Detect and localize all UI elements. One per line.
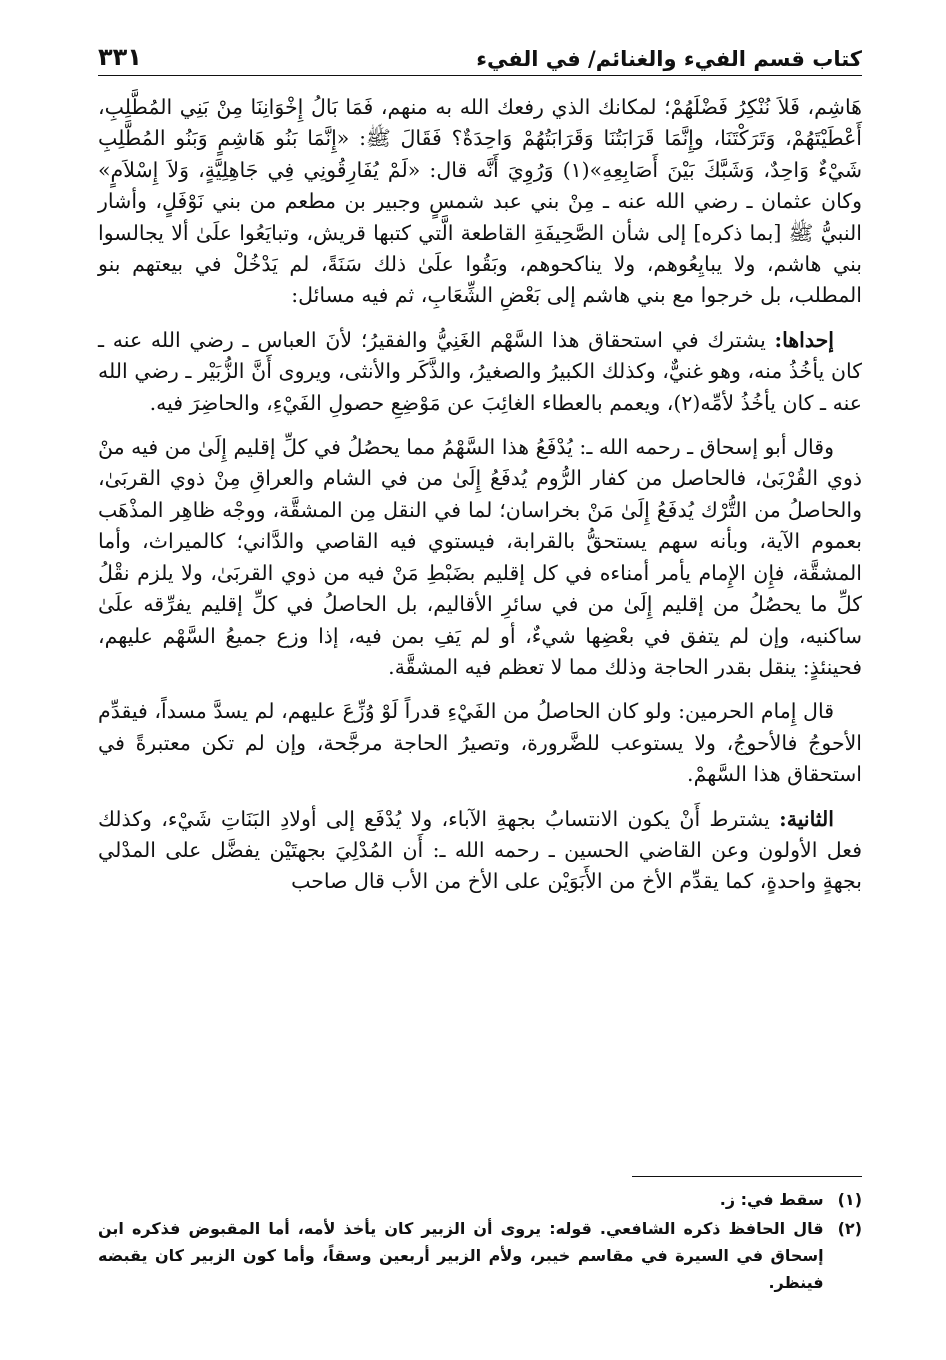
footnotes [98,1186,862,1298]
page-number: ٣٣١ [98,43,142,71]
paragraph [98,325,862,419]
paragraph [98,804,862,898]
paragraph-text: يشترك في استحقاق هذا السَّهْم الغَنِيُّ والفقيرُ؛ لأنَ العباس ـ رضي الله عنه ـ كان يأخُذُ منه، وهو غنيٌّ، وكذلك الكبيرُ والصغيرُ، والذَّكَر والأنثى، ويروى أَنَّ الزُّبَيْر ـ رضي الله عنه ـ كان يأخُذُ لأمِّه(٢)، ويعمم بالعطاء الغائِبَ عن مَوْضِعِ حصولِ الفَيْءِ، والحاضِرَ فيه. [98,327,862,415]
footnote-divider [632,1176,862,1177]
footnote-number: (١) [837,1190,862,1209]
paragraph-text: قال إِمام الحرمين: ولو كان الحاصلُ من الفَيْءِ قدراً لَوْ وُزِّعَ عليهم، لم يسدَّ مسداً، فيقدِّم الأحوجُ فالأحوجُ، ولا يستوعب للضَّرورة، وتصيرُ الحاجة مرجَّحة، وإن لم تكن معتبرةً في استحقاق هذا السَّهمْ. [98,699,862,787]
footnote-number: (٢) [837,1219,862,1238]
paragraph-text: يشترط أَنْ يكون الانتسابُ بجهةِ الآباء، ولا يُدْفَع إلى أولادِ البَنَاتِ شَيْء، وكذلك فعل الأولون وعن القاضي الحسين ـ رحمه الله ـ: أَن المُدْلِيَ بجهتَيْن يفضَّل على المدْلي بجهةٍ واحدةٍ، كما يقدِّم الأخ من الأَبَوَيْن على الأخ من الأب قال صاحب [98,806,862,894]
running-header [98,34,862,76]
paragraph-text: وقال أبو إسحاق ـ رحمه الله ـ: يُدْفَعُ هذا السَّهْمُ مما يحصُلُ في كلِّ إقليم إِلَىٰ من فيه منْ ذوي القُرْبَىٰ، فالحاصل من كفار الرُّوم يُدفَعُ إِلَىٰ من في الشام والعراقِ مِنْ ذوي القربَىٰ، والحاصلُ من التُّرْك يُدفَعُ إِلَىٰ مَنْ بخراسان؛ لما في النقل مِن المشقَّة، ووجْه ظاهِر المذْهَب بعموم الآية، وبأنه سهم يستحقُّ بالقرابة، فيستوي فيه القاصي والدَّاني؛ كالميراث، وأما المشقَّة، فإِن الإِمام يأمر أمناءه في كل إقليم بضَبْطِ مَنْ فيه من ذوي القربَىٰ، ولا يلزم نقْلُ كلِّ ما يحصُلُ من إقليم إِلَىٰ من في سائرِ الأقاليم، بل الحاصلُ في كلِّ إقليم يفرِّقه علَىٰ ساكنيه، وإن لم يتفق في بعْضِها شيءٌ، أو لم يَفِ بمن فيه، إذا وزع جميعُ السَّهْم عليهم، فحينئذٍ: ينقل بقدر الحاجة وذلك مما لا تعظم فيه المشقَّة. [98,435,862,679]
footnote-text: سقط في: ز. [719,1190,824,1209]
paragraph-text: هَاشِم، فَلاَ نُنْكِرُ فَضْلَهُمْ؛ لمكانك الذي رفعك الله به منهم، فَمَا بَالُ إِخْوَانِنَا مِنْ بَنِي المُطَّلِبِ، أَعْطَيْتَهُمْ، وَتَرَكْتَنَا، وإِنَّمَا قَرَابَتُنَا وَقَرَابَتُهُمْ وَاحِدَةٌ؟ فَقَالَ ﷺ: «إِنَّمَا بَنُو هَاشِمٍ وَبَنُو المُطَّلِبِ شَيْءٌ وَاحِدٌ، وَشَبَّكَ بَيْنَ أَصَابِعِهِ»(١) وَرُوِيَ أَنَّه قال: «لَمْ يُفَارِقُونِي فِي جَاهِلِيَّةٍ، وَلاَ إِسْلاَمٍ» وكان عثمان ـ رضي الله عنه ـ مِنْ بني عبد شمسٍ وجبير بن مطعم من بني نَوْفَلٍ، وأشار النبيُّ ﷺ [بما ذكره] إلى شأن الصَّحِيفَةِ القاطعة الَّتي كتبها قريش، وتبايَعُوا علَىٰ ألا يجالسوا بني هاشم، ولا يبايِعُوهم، ولا يناكحوهم، وبَقُوا علَىٰ ذلك سَنَةً، لم يَدْخُلْ في بيعتهم بنو المطلب، بل خرجوا مع بني هاشم إلى بَعْضِ الشِّعَابِ، ثم فيه مسائل: [98,95,862,308]
footnote-text: قال الحافظ ذكره الشافعي. قوله: يروى أن الزبير كان يأخذ لأمه، أما المقبوض فذكره ابن إسحاق في السيرة في مقاسم خيبر، ولأم الزبير أربعين وسقاً، وأما كون الزبير كان يقبضه فينظر. [98,1219,824,1292]
paragraph [98,92,862,312]
paragraph [98,432,862,683]
chapter-title: كتاب قسم الفيء والغنائم/ في الفيء [476,47,862,71]
footnote [98,1215,862,1296]
body-text [98,92,862,911]
paragraph-lead: إحداها: [774,327,834,352]
paragraph-lead: الثانية: [779,806,834,831]
paragraph [98,696,862,790]
footnote [98,1186,862,1213]
